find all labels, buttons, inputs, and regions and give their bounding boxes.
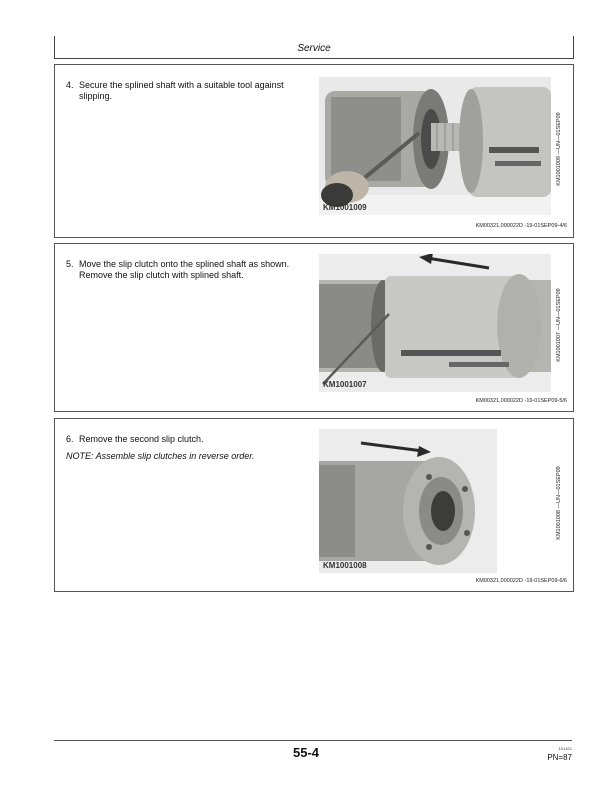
side-code: KM1001007 —UN—01SEP09 <box>556 288 562 362</box>
footer-divider <box>54 740 572 741</box>
step-6-text <box>66 434 306 445</box>
image-label: KM1001007 <box>323 380 367 389</box>
step-number: 6. <box>66 434 74 444</box>
side-code: KM1001008 —UN—01SEP09 <box>556 466 562 540</box>
section-title: Service <box>297 43 331 54</box>
step-5-box <box>54 243 574 412</box>
step-6-photo <box>319 429 497 573</box>
step-instruction: Secure the splined shaft with a suitable tool against slipping. <box>79 80 284 101</box>
reference-code: KM00321,000022D -19-01SEP09-4/6 <box>475 223 567 229</box>
step-5-photo <box>319 254 551 392</box>
step-instruction: Remove the second slip clutch. <box>79 434 204 444</box>
step-4-photo <box>319 77 551 215</box>
step-6-box <box>54 418 574 592</box>
reference-code: KM00321,000022D -19-01SEP09-5/6 <box>475 398 567 404</box>
image-label: KM1001008 <box>323 561 367 570</box>
step-number: 5. <box>66 259 74 269</box>
step-4-text <box>66 80 306 102</box>
side-code: KM1001009 —UN—01SEP09 <box>556 112 562 186</box>
step-note: NOTE: Assemble slip clutches in reverse order. <box>66 451 255 461</box>
step-instruction: Move the slip clutch onto the splined shaft as shown. Remove the slip clutch with splined shaft. <box>79 259 290 280</box>
page-number: 55-4 <box>292 745 320 760</box>
page-header <box>54 36 574 59</box>
reference-code: KM00321,000022D -19-01SEP09-6/6 <box>475 578 567 584</box>
footer-code: 101421 <box>558 746 572 751</box>
step-4-box <box>54 64 574 238</box>
step-number: 4. <box>66 80 74 90</box>
image-label: KM1001009 <box>323 203 367 212</box>
step-5-text <box>66 259 306 281</box>
footer-pn: PN=87 <box>547 753 572 762</box>
